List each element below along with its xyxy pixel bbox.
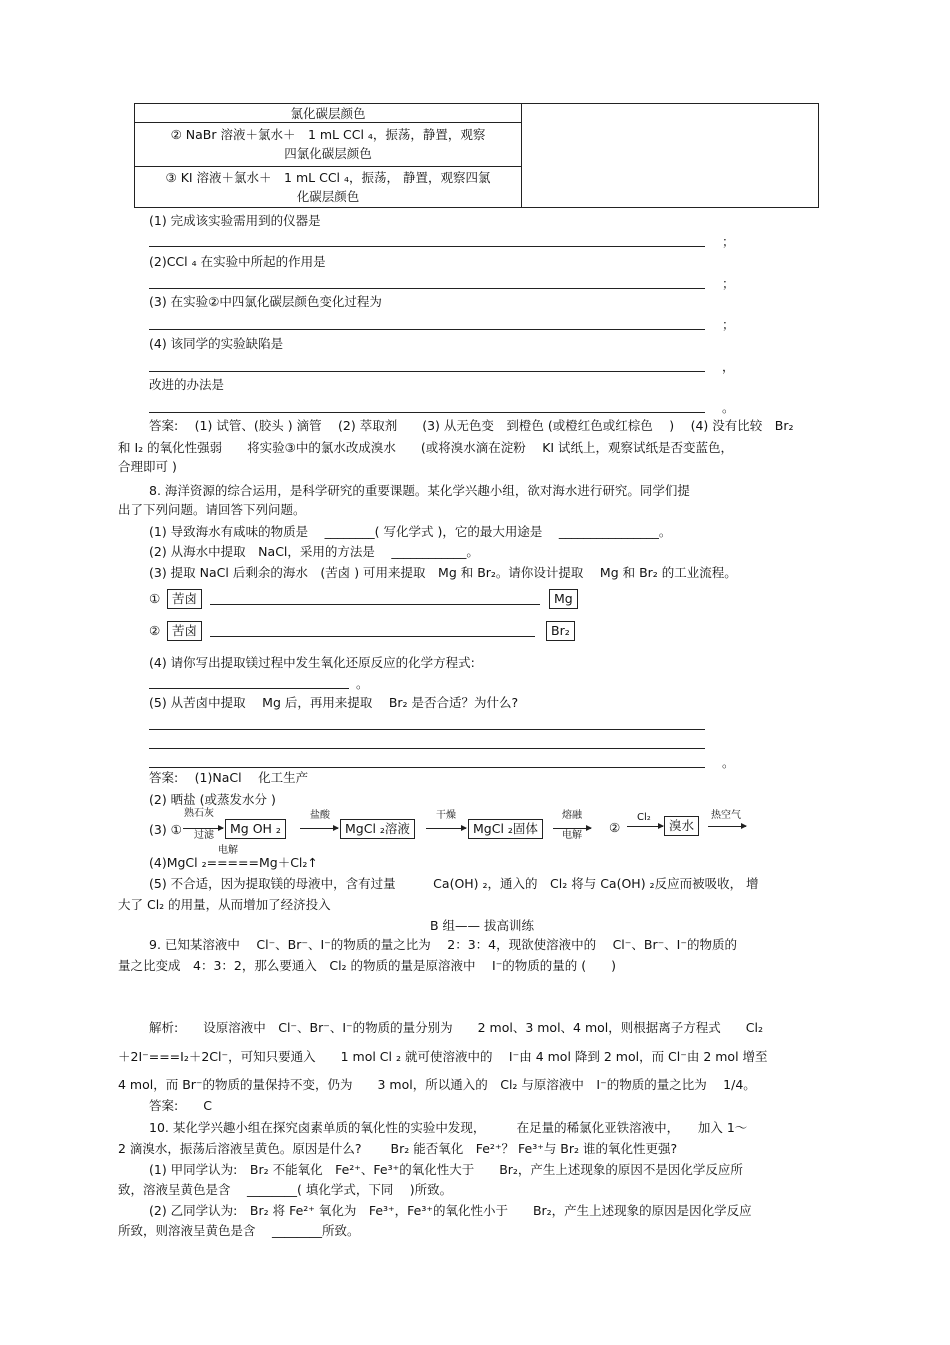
table-cell-row3-line1: ③ KI 溶液＋氯水＋ 1 mL CCl ₄，振荡， 静置，观察四氯 <box>165 170 491 185</box>
arrow <box>708 826 746 827</box>
reagent-dry: 干燥 <box>436 810 456 821</box>
arrow <box>627 826 663 827</box>
flow-box-bromine-water: 溴水 <box>664 816 699 836</box>
electrolysis-label: 电解 <box>218 845 238 856</box>
q7-part1: (1) 完成该实验需用到的仪器是 <box>149 213 321 228</box>
comma: ， <box>722 359 735 374</box>
flow-box-mgoh2: Mg OH ₂ <box>225 819 286 839</box>
arrow <box>300 828 338 829</box>
experiment-table <box>134 103 819 208</box>
q9-solution-line1: 解析: 设原溶液中 Cl⁻、Br⁻、I⁻的物质的量分别为 2 mol、3 mol、4 mol，则根据离子方程式 Cl₂ <box>149 1020 763 1035</box>
q8-answer-3-label: (3) ① <box>149 822 182 837</box>
flow2-number: ② <box>149 623 161 638</box>
period: 。 <box>722 400 735 415</box>
q7-part4-improve: 改进的办法是 <box>149 377 225 392</box>
q8-answer-1: 答案: (1)NaCl 化工生产 <box>149 770 309 785</box>
flow1-start-box: 苦卤 <box>167 589 202 609</box>
arrow <box>426 828 466 829</box>
q10-part1-line1: (1) 甲同学认为: Br₂ 不能氧化 Fe²⁺、Fe³⁺的氧化性大于 Br₂，产生上述现象的原因不是因化学反应所 <box>149 1162 743 1177</box>
answer-line <box>149 729 705 730</box>
flow-box-mgcl2-solid: MgCl ₂固体 <box>468 819 543 839</box>
flow-box-mgcl2-solution: MgCl ₂溶液 <box>340 819 415 839</box>
answer-line <box>149 288 705 289</box>
q10-part2-line2: 所致，则溶液呈黄色是含 ________所致。 <box>118 1223 360 1238</box>
q8-answer-5-line1: (5) 不合适，因为提取镁的母液中，含有过量 Ca(OH) ₂，通入的 Cl₂ 将与 Ca(OH) ₂反应而被吸收， 增 <box>149 876 759 891</box>
q8-part4: (4) 请你写出提取镁过程中发生氧化还原反应的化学方程式: <box>149 655 475 670</box>
table-cell-row2-line2: 四氯化碳层颜色 <box>284 146 372 161</box>
q8-answer-4: (4)MgCl ₂=====Mg＋Cl₂↑ <box>149 855 318 870</box>
section-b-heading: B 组—— 拔高训练 <box>430 918 535 933</box>
q7-part2: (2)CCl ₄ 在实验中所起的作用是 <box>149 254 326 269</box>
q8-part2: (2) 从海水中提取 NaCl，采用的方法是 ____________。 <box>149 544 479 559</box>
q9-stem-line1: 9. 已知某溶液中 Cl⁻、Br⁻、I⁻的物质的量之比为 2：3：4，现欲使溶液中的 Cl⁻、Br⁻、I⁻的物质的 <box>149 937 737 952</box>
q9-solution-line2: ＋2I⁻===I₂＋2Cl⁻，可知只要通入 1 mol Cl ₂ 就可使溶液中的 I⁻由 4 mol 降到 2 mol，而 Cl⁻由 2 mol 增至 <box>118 1049 768 1064</box>
q9-stem-line2: 量之比变成 4：3：2，那么要通入 Cl₂ 的物质的量是原溶液中 I⁻的物质的量的 ( ) <box>118 958 617 973</box>
period: 。 <box>722 755 735 770</box>
table-cell-row3-line2: 化碳层颜色 <box>296 189 360 204</box>
q10-stem-line1: 10. 某化学兴趣小组在探究卤素单质的氧化性的实验中发现， 在足量的稀氯化亚铁溶液中， 加入 1～ <box>149 1120 748 1135</box>
q8-part5: (5) 从苦卤中提取 Mg 后，再用来提取 Br₂ 是否合适？为什么? <box>149 695 519 710</box>
q7-answer-line2: 和 I₂ 的氧化性强弱 将实验③中的氯水改成溴水 (或将溴水滴在淀粉 KI 试纸上，观察试纸是否变蓝色， <box>118 440 734 455</box>
q7-answer-line3: 合理即可 ) <box>118 459 177 474</box>
q7-answer-line1: 答案: (1) 试管、(胶头 ) 滴管 (2) 萃取剂 (3) 从无色变 到橙色 (或橙红色或红棕色 ) (4) 没有比较 Br₂ <box>149 418 794 433</box>
q8-stem-line2: 出了下列问题。请回答下列问题。 <box>118 502 306 517</box>
reagent-cl2: Cl₂ <box>637 812 651 823</box>
q8-part1: (1) 导致海水有咸味的物质是 ________( 写化学式 )，它的最大用途是 ________________。 <box>149 524 672 539</box>
flow1-answer-line <box>210 604 540 605</box>
answer-line <box>149 246 705 247</box>
q8-part3: (3) 提取 NaCl 后剩余的海水 (苦卤 ) 可用来提取 Mg 和 Br₂。请你设计提取 Mg 和 Br₂ 的工业流程。 <box>149 565 737 580</box>
semicolon: ； <box>722 234 735 249</box>
q10-part2-line1: (2) 乙同学认为: Br₂ 将 Fe²⁺ 氧化为 Fe³⁺，Fe³⁺的氧化性小于 Br₂，产生上述现象的原因是因化学反应 <box>149 1203 752 1218</box>
reagent-hot-air: 热空气 <box>711 810 741 821</box>
answer-line <box>149 688 349 689</box>
arrow <box>553 828 591 829</box>
q8-answer-2: (2) 晒盐 (或蒸发水分 ) <box>149 792 276 807</box>
answer-line <box>149 412 705 413</box>
answer-line <box>149 767 705 768</box>
q7-part3: (3) 在实验②中四氯化碳层颜色变化过程为 <box>149 294 382 309</box>
flow2-end-box: Br₂ <box>546 621 575 641</box>
reagent-filter: 过滤 <box>194 830 214 841</box>
semicolon: ； <box>722 276 735 291</box>
answer-line <box>149 329 705 330</box>
q9-answer: 答案: C <box>149 1098 212 1113</box>
period: 。 <box>356 676 369 691</box>
table-cell-row1: 氯化碳层颜色 <box>290 106 366 121</box>
semicolon: ； <box>722 317 735 332</box>
q7-part4: (4) 该同学的实验缺陷是 <box>149 336 284 351</box>
answer-line <box>149 748 705 749</box>
flow2-answer-line <box>210 636 535 637</box>
q8-answer-3-number2: ② <box>609 820 621 835</box>
reagent-melt: 熔融 <box>562 810 582 821</box>
q8-stem-line1: 8. 海洋资源的综合运用，是科学研究的重要课题。某化学兴趣小组，欲对海水进行研究。同学们提 <box>149 483 690 498</box>
table-row-divider <box>135 166 521 167</box>
reagent-hcl: 盐酸 <box>310 810 330 821</box>
q9-solution-line3: 4 mol，而 Br⁻的物质的量保持不变，仍为 3 mol，所以通入的 Cl₂ 与原溶液中 I⁻的物质的量之比为 1/4。 <box>118 1077 756 1092</box>
q8-answer-5-line2: 大了 Cl₂ 的用量，从而增加了经济投入 <box>118 897 331 912</box>
flow2-start-box: 苦卤 <box>167 621 202 641</box>
arrow <box>183 828 223 829</box>
reagent-lime: 熟石灰 <box>184 808 214 819</box>
q10-stem-line2: 2 滴溴水，振荡后溶液呈黄色。原因是什么? Br₂ 能否氧化 Fe²⁺？ Fe³⁺与 Br₂ 谁的氧化性更强? <box>118 1141 678 1156</box>
table-column-divider <box>521 104 522 208</box>
reagent-electrolysis: 电解 <box>562 830 582 841</box>
answer-line <box>149 371 705 372</box>
flow1-end-box: Mg <box>549 589 578 609</box>
q10-part1-line2: 致，溶液呈黄色是含 ________( 填化学式，下同 )所致。 <box>118 1182 453 1197</box>
flow1-number: ① <box>149 591 161 606</box>
table-cell-row2-line1: ② NaBr 溶液＋氯水＋ 1 mL CCl ₄，振荡，静置，观察 <box>170 127 486 142</box>
